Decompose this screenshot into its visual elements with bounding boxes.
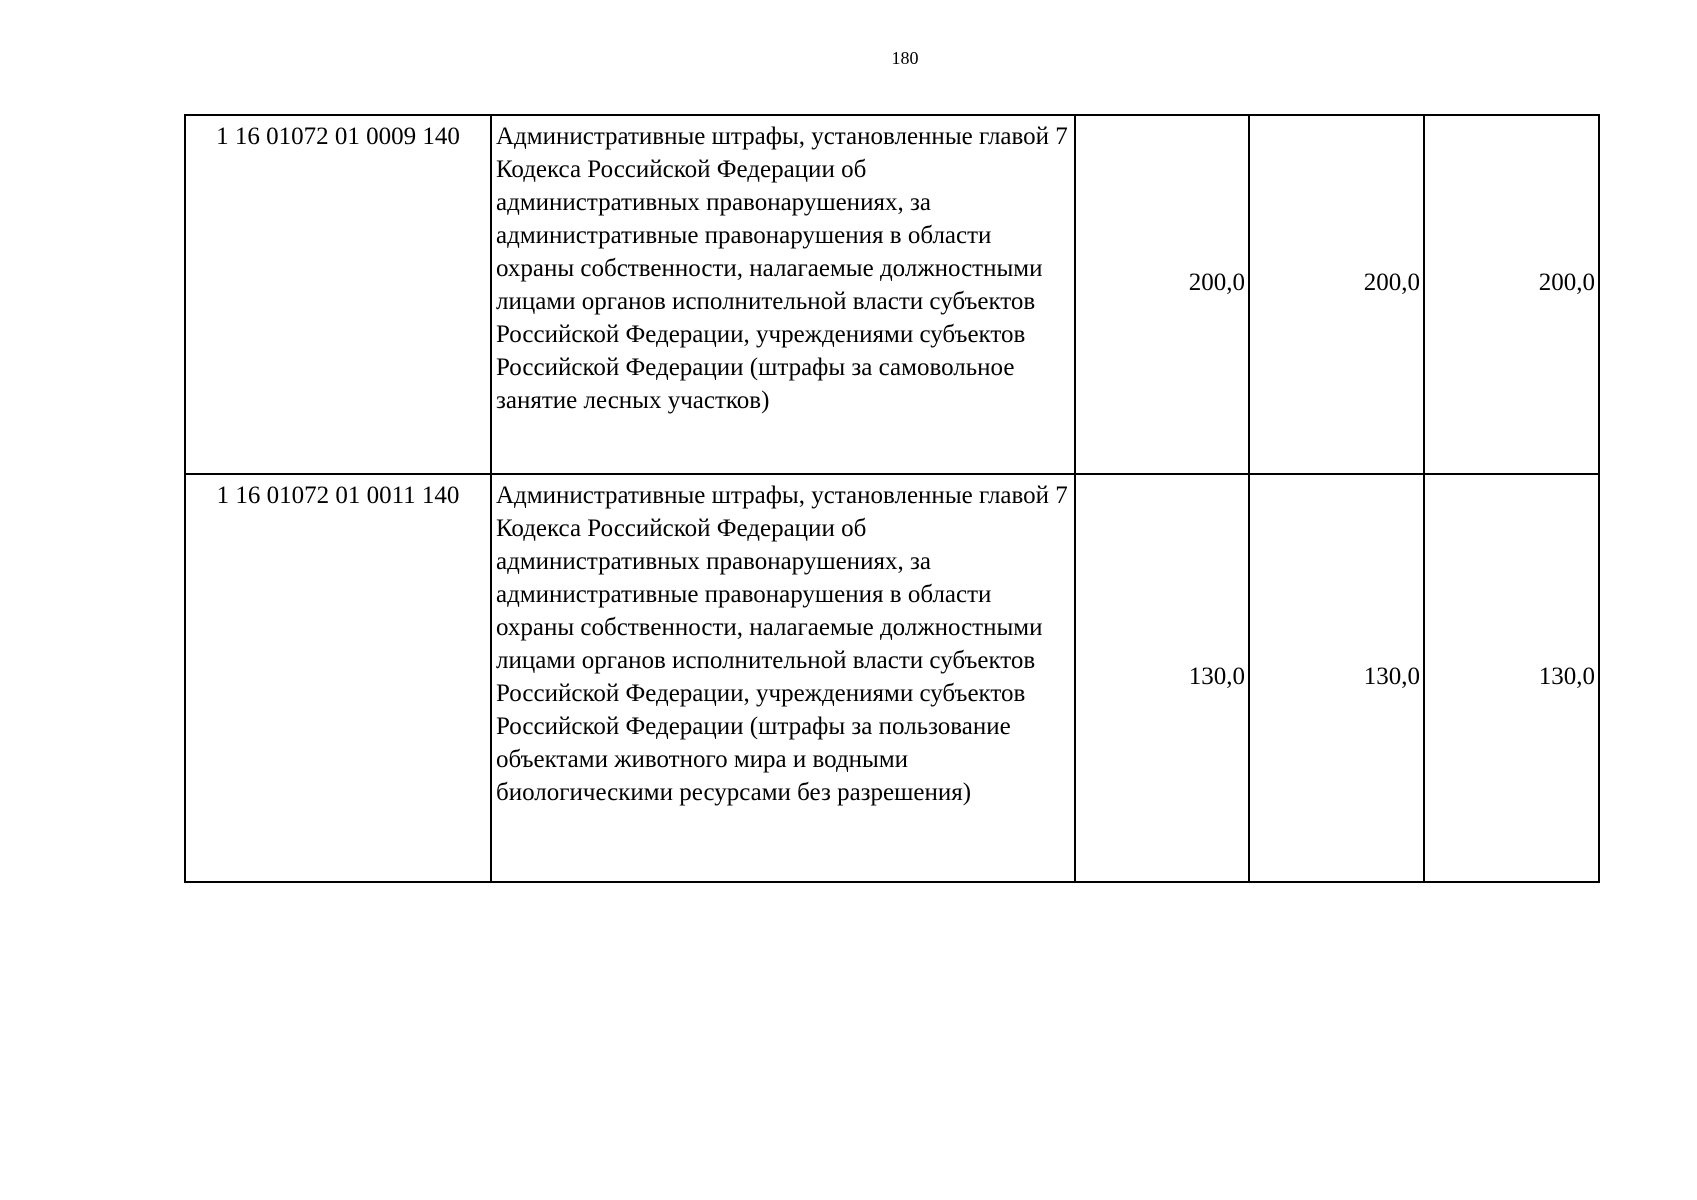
amount-year-2: 130,0 (1249, 474, 1424, 882)
page-number: 180 (891, 48, 919, 68)
budget-revenue-table (184, 114, 1600, 883)
budget-classification-code: 1 16 01072 01 0009 140 (185, 115, 491, 474)
table-row (185, 474, 1599, 882)
amount-year-3: 130,0 (1424, 474, 1599, 882)
table-row (185, 115, 1599, 474)
amount-year-1: 200,0 (1075, 115, 1249, 474)
amount-year-2: 200,0 (1249, 115, 1424, 474)
amount-year-1: 130,0 (1075, 474, 1249, 882)
revenue-description: Административные штрафы, установленные главой 7 Кодекса Российской Федерации об административных правонарушениях, за административные правонарушения в области охраны собственности, налагаемые должностными лицами органов исполнительной власти субъектов Российской Федерации, учреждениями субъектов Российской Федерации (штрафы за самовольное занятие лесных участков) (491, 115, 1075, 474)
budget-classification-code: 1 16 01072 01 0011 140 (185, 474, 491, 882)
amount-year-3: 200,0 (1424, 115, 1599, 474)
revenue-description: Административные штрафы, установленные главой 7 Кодекса Российской Федерации об административных правонарушениях, за административные правонарушения в области охраны собственности, налагаемые должностными лицами органов исполнительной власти субъектов Российской Федерации, учреждениями субъектов Российской Федерации (штрафы за пользование объектами животного мира и водными биологическими ресурсами без разрешения) (491, 474, 1075, 882)
